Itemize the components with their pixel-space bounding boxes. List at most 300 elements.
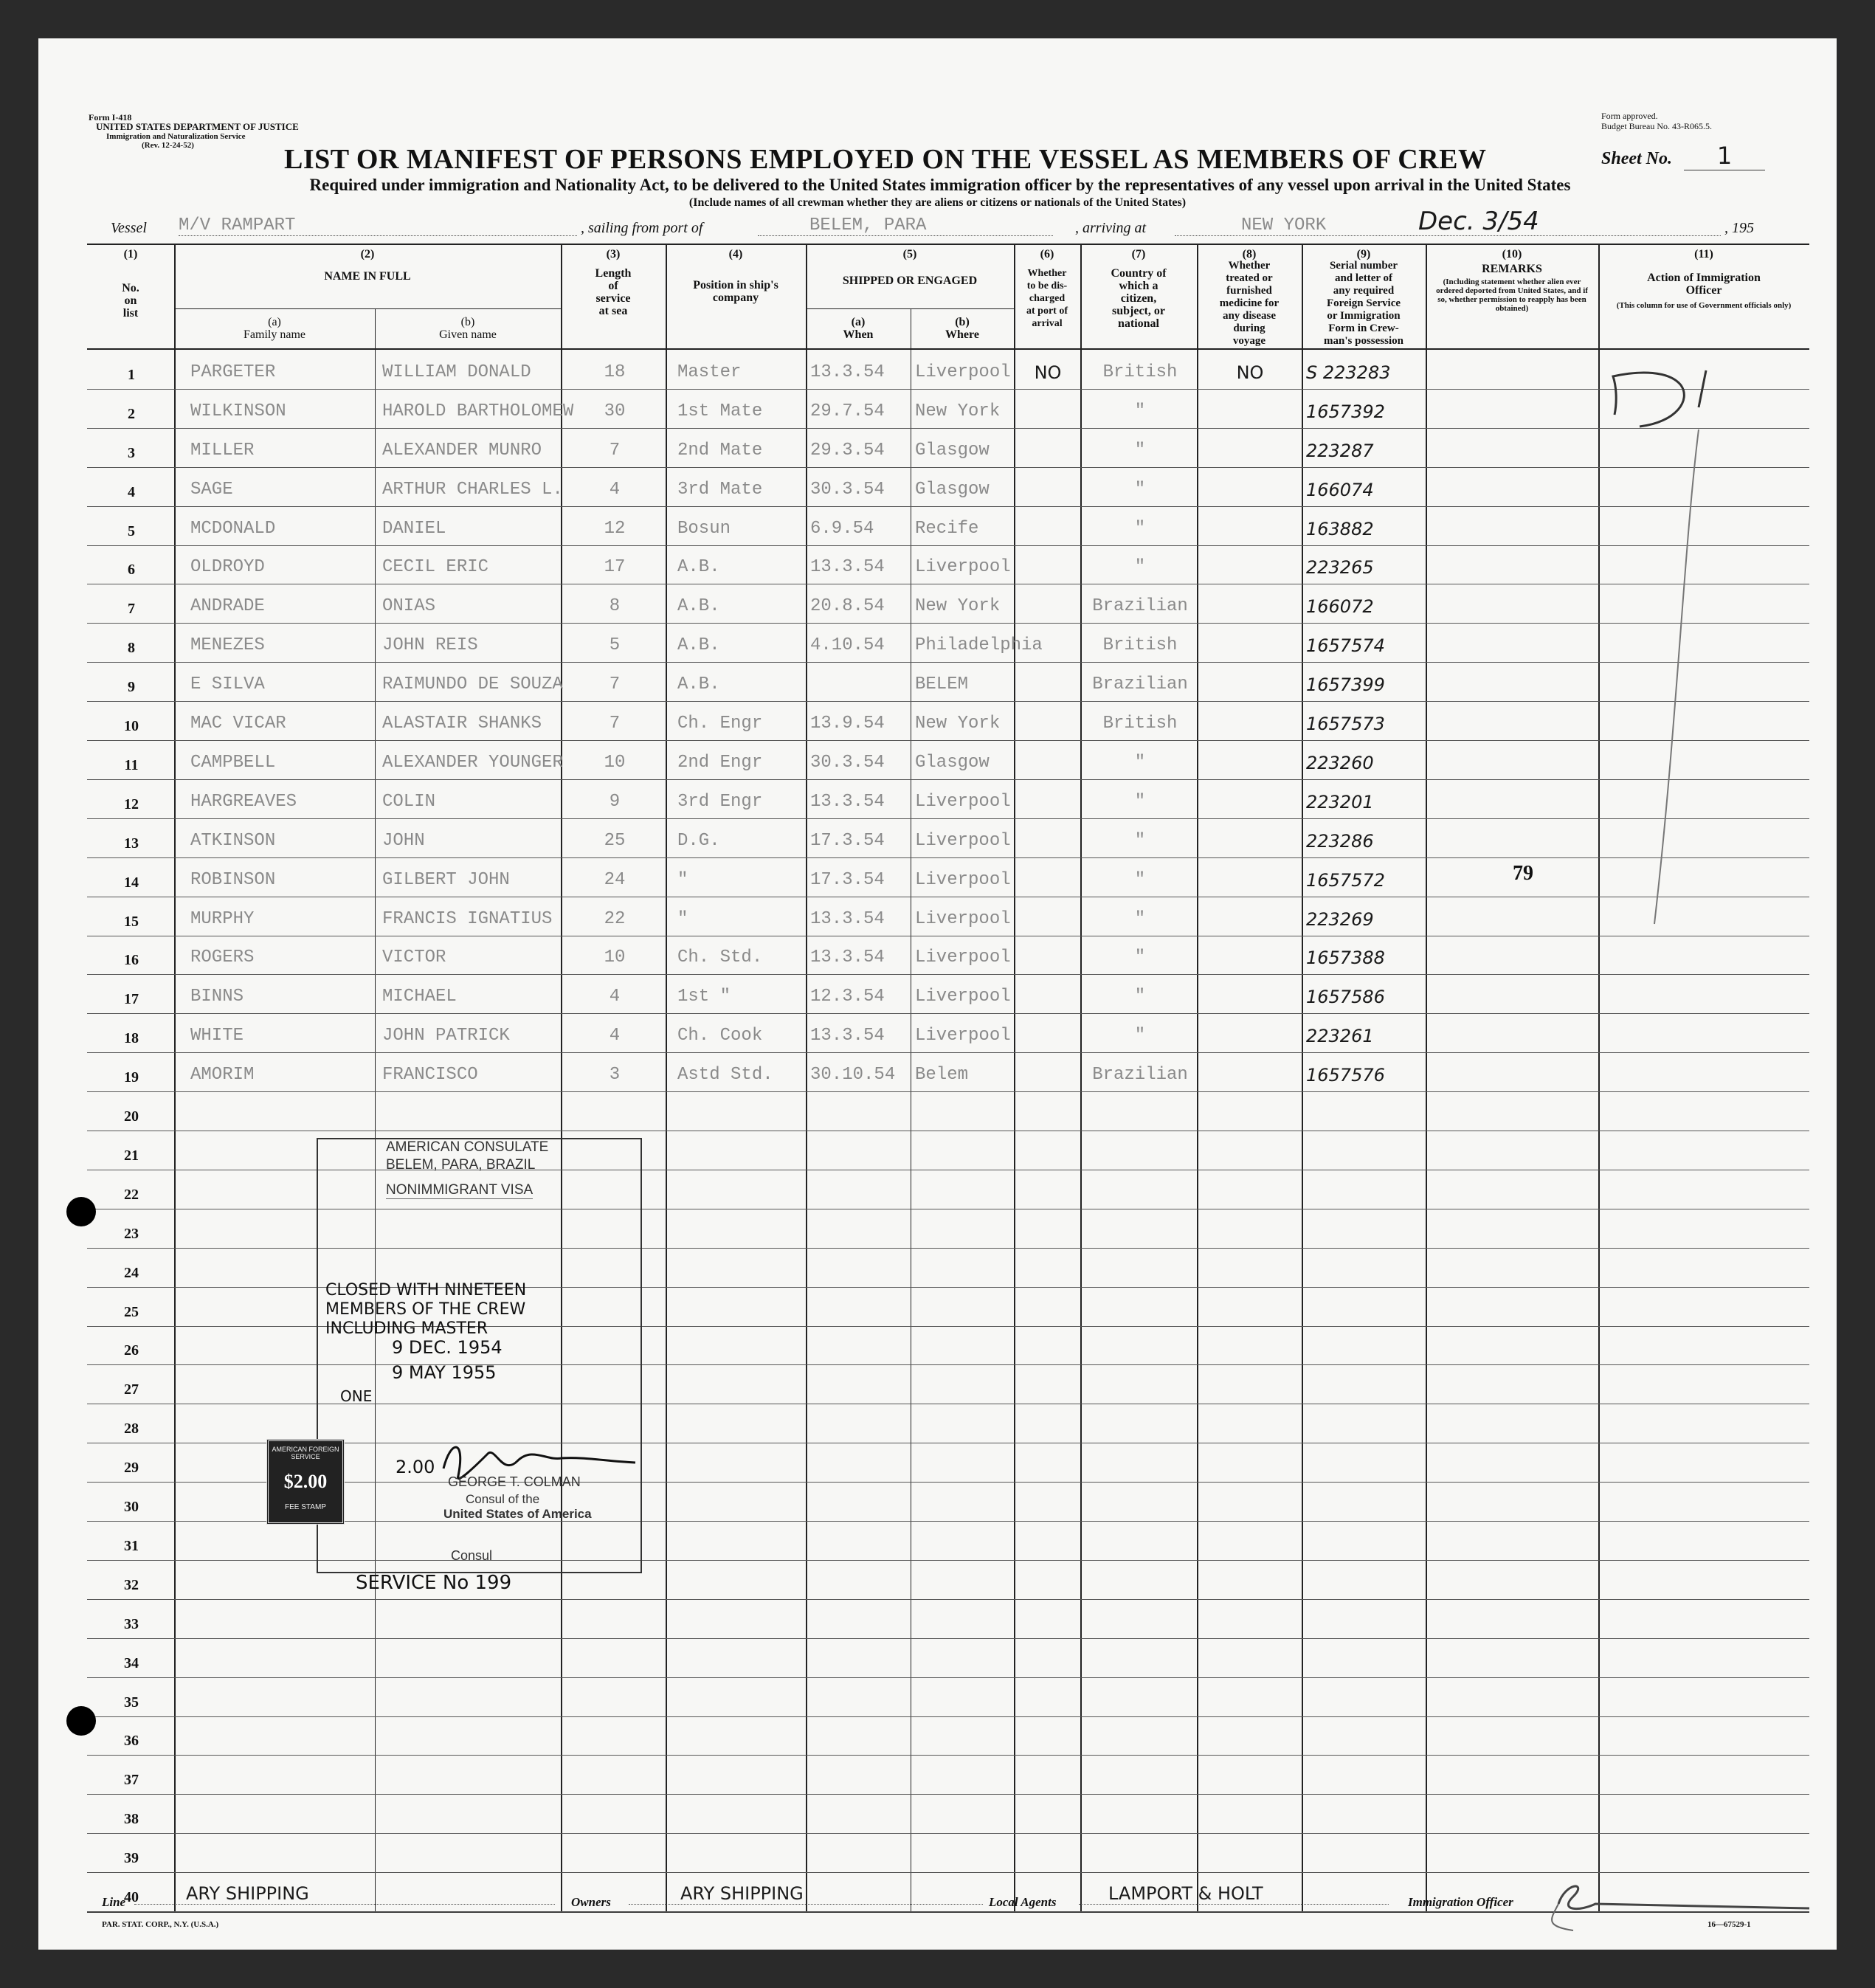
cell-position: A.B.: [677, 557, 720, 578]
row-divider: [87, 506, 1809, 507]
footer-agents-value: LAMPORT & HOLT: [1079, 1883, 1389, 1905]
cell-given: COLIN: [382, 791, 436, 812]
cell-family: MAC VICAR: [190, 714, 286, 734]
cell-family: CAMPBELL: [190, 752, 276, 773]
stamp-fee: 2.00: [396, 1457, 435, 1477]
fee-stamp: [266, 1439, 345, 1525]
cell-service: 5: [609, 635, 621, 656]
cell-service: 24: [604, 869, 626, 890]
row-number: 40: [124, 1889, 139, 1905]
cell-given: JOHN REIS: [382, 635, 478, 656]
col-family-label: (a) Family name: [244, 316, 305, 341]
cell-serial: 1657392: [1306, 401, 1385, 422]
cell-family: WHITE: [190, 1026, 244, 1046]
form-subtitle-note: (Include names of all crewman whether they are aliens or citizens or nationals of the United States): [688, 196, 1187, 209]
cell-when: 13.3.54: [810, 791, 885, 812]
row-number: 31: [124, 1537, 139, 1554]
cell-given: VICTOR: [382, 948, 446, 968]
stamp-line2: BELEM, PARA, BRAZIL: [386, 1157, 536, 1173]
sheet-label: Sheet No.: [1601, 149, 1672, 168]
cell-given: WILLIAM DONALD: [382, 362, 531, 382]
vessel-name: M/V RAMPART: [179, 215, 577, 236]
col-country-number: (7): [1131, 248, 1146, 260]
manifest-sheet: [38, 38, 1837, 1950]
row-number: 35: [124, 1694, 139, 1711]
row-number: 27: [124, 1381, 139, 1398]
col-shipped-label: SHIPPED OR ENGAGED: [842, 275, 978, 287]
cell-country: ": [1134, 1026, 1146, 1046]
cell-given: ALASTAIR SHANKS: [382, 714, 542, 734]
row-number: 1: [128, 366, 135, 383]
row-divider: [87, 1755, 1809, 1756]
cell-country: British: [1102, 362, 1178, 382]
col-discharged-label: Whether to be dis- charged at port of arrival: [1026, 268, 1068, 329]
row-number: 33: [124, 1615, 139, 1632]
cell-where: Belem: [915, 1065, 969, 1086]
col-discharged-number: (6): [1040, 248, 1054, 260]
crew-table: [87, 244, 1809, 1913]
officer-mark-icon: [1610, 363, 1736, 939]
cell-country: Brazilian: [1092, 596, 1188, 617]
row-divider: [87, 389, 1809, 390]
row-number: 14: [124, 874, 139, 891]
col-action-label: Action of Immigration Officer: [1647, 272, 1761, 297]
remarks-note-79: 79: [1513, 862, 1533, 885]
row-number: 10: [124, 718, 139, 734]
cell-family: ANDRADE: [190, 596, 265, 617]
row-number: 12: [124, 795, 139, 812]
cell-where: Recife: [915, 518, 979, 539]
cell-when: 13.3.54: [810, 948, 885, 968]
col-where-label: (b) Where: [945, 316, 979, 341]
cell-given: JOHN: [382, 830, 425, 851]
cell-where: New York: [915, 401, 1001, 421]
col-position-number: (4): [728, 248, 743, 260]
cell-service: 7: [609, 440, 621, 460]
cell-position: 2nd Mate: [677, 440, 763, 460]
cell-when: 30.3.54: [810, 479, 885, 500]
cell-service: 9: [609, 791, 621, 812]
row-divider: [87, 1794, 1809, 1795]
row-number: 28: [124, 1421, 139, 1437]
consul-label: Consul: [451, 1548, 493, 1563]
cell-given: GILBERT JOHN: [382, 869, 510, 890]
cell-serial: 166072: [1306, 596, 1374, 618]
cell-when: 13.3.54: [810, 557, 885, 578]
cell-when: 20.8.54: [810, 596, 885, 617]
cell-position: A.B.: [677, 674, 720, 695]
row-divider: [87, 467, 1809, 468]
cell-country: ": [1134, 791, 1146, 812]
cell-when: 6.9.54: [810, 518, 874, 539]
cell-country: ": [1134, 440, 1146, 460]
service-name: Immigration and Naturalization Service: [106, 132, 246, 141]
row-number: 32: [124, 1576, 139, 1593]
cell-position: 3rd Mate: [677, 479, 763, 500]
cell-serial: S 223283: [1306, 362, 1391, 383]
budget-bureau: Budget Bureau No. 43-R065.5.: [1601, 121, 1712, 131]
cell-service: 3: [609, 1065, 621, 1086]
col-name-label: NAME IN FULL: [324, 270, 411, 283]
sailing-port: BELEM, PARA: [758, 215, 1053, 236]
cell-when: 30.3.54: [810, 752, 885, 773]
cell-service: 25: [604, 830, 626, 851]
consulate-stamp: [272, 1138, 642, 1573]
row-divider: [87, 1013, 1809, 1014]
cell-when: 12.3.54: [810, 987, 885, 1007]
stamp-closed-2: MEMBERS OF THE CREW: [325, 1300, 526, 1319]
cell-serial: 223201: [1306, 791, 1374, 812]
row-divider: [87, 701, 1809, 702]
cell-country: ": [1134, 987, 1146, 1007]
cell-when: 29.3.54: [810, 440, 885, 460]
row-number: 16: [124, 952, 139, 969]
cell-where: Liverpool: [915, 1026, 1011, 1046]
cell-serial: 166074: [1306, 479, 1374, 500]
cell-service: 10: [604, 752, 626, 773]
cell-given: ARTHUR CHARLES L.: [382, 479, 563, 500]
row-number: 7: [128, 601, 135, 618]
row-number: 36: [124, 1733, 139, 1750]
row-divider: [87, 1872, 1809, 1873]
col-shipped-number: (5): [902, 248, 917, 260]
stamp-issued-date: 9 DEC. 1954: [392, 1337, 503, 1358]
cell-where: Glasgow: [915, 752, 990, 773]
cell-when: 13.3.54: [810, 362, 885, 382]
cell-serial: 1657388: [1306, 948, 1385, 969]
row-number: 22: [124, 1186, 139, 1203]
cell-serial: 1657576: [1306, 1065, 1385, 1086]
cell-position: 3rd Engr: [677, 791, 763, 812]
cell-when: 17.3.54: [810, 830, 885, 851]
row-divider: [87, 428, 1809, 429]
cell-given: MICHAEL: [382, 987, 457, 1007]
col-when-label: (a) When: [843, 316, 874, 341]
cell-service: 7: [609, 674, 621, 695]
row-number: 34: [124, 1654, 139, 1671]
row-number: 38: [124, 1811, 139, 1828]
cell-family: PARGETER: [190, 362, 276, 382]
col-medicine-number: (8): [1242, 248, 1257, 260]
revision: (Rev. 12-24-52): [142, 141, 194, 150]
cell-where: Glasgow: [915, 440, 990, 460]
col-name-number: (2): [360, 248, 375, 260]
col-remarks-label: REMARKS: [1482, 263, 1542, 275]
row-number: 20: [124, 1108, 139, 1125]
printer-note: PAR. STAT. CORP., N.Y. (U.S.A.): [102, 1920, 219, 1929]
col-service-label: Length of service at sea: [595, 267, 632, 317]
row-number: 29: [124, 1460, 139, 1477]
form-subtitle: Required under immigration and Nationality Act, to be delivered to the United States immigration officer by the representatives of any vessel upon arrival in the United States: [309, 176, 1571, 194]
cell-country: ": [1134, 948, 1146, 968]
cell-family: HARGREAVES: [190, 791, 297, 812]
cell-serial: 223260: [1306, 752, 1374, 773]
stamp-line1: AMERICAN CONSULATE: [386, 1139, 549, 1155]
cell-family: ATKINSON: [190, 830, 276, 851]
row-number: 37: [124, 1772, 139, 1789]
cell-serial: 1657572: [1306, 869, 1385, 891]
cell-serial: 1657586: [1306, 987, 1385, 1008]
cell-serial: 1657574: [1306, 635, 1385, 657]
row-number: 11: [124, 756, 139, 773]
col-no-number: (1): [123, 248, 138, 260]
cell-service: 22: [604, 908, 626, 929]
col-position-label: Position in ship's company: [693, 279, 778, 304]
cell-given: FRANCISCO: [382, 1065, 478, 1086]
col-remarks-note: (Including statement whether alien ever ordered deported from United States, and if so, whether permission to reapply has been obtained): [1436, 277, 1588, 313]
form-number: Form I-418: [89, 112, 132, 122]
cell-when: 13.9.54: [810, 714, 885, 734]
cell-position: Ch. Engr: [677, 714, 763, 734]
row-number: 4: [128, 483, 135, 500]
service-number: SERVICE No 199: [356, 1572, 512, 1594]
row-divider: [87, 1052, 1809, 1053]
footer-line-value: ARY SHIPPING: [134, 1883, 555, 1905]
cell-family: AMORIM: [190, 1065, 255, 1086]
cell-where: Glasgow: [915, 479, 990, 500]
sheet-number: 1: [1684, 142, 1765, 170]
row-number: 23: [124, 1225, 139, 1242]
col-action-number: (11): [1694, 248, 1713, 260]
cell-position: A.B.: [677, 635, 720, 656]
row-divider: [87, 1677, 1809, 1678]
cell-where: Liverpool: [915, 791, 1011, 812]
cell-family: BINNS: [190, 987, 244, 1007]
punch-hole: [66, 1706, 96, 1736]
footer-officer-label: Immigration Officer: [1408, 1895, 1513, 1909]
year-label: , 195: [1724, 220, 1754, 236]
consul-title: Consul of the: [466, 1492, 540, 1506]
col-remarks-number: (10): [1502, 248, 1522, 260]
cell-country: British: [1102, 714, 1178, 734]
cell-serial: 223287: [1306, 440, 1374, 461]
cell-position: Bosun: [677, 518, 731, 539]
stamp-closed-1: CLOSED WITH NINETEEN: [325, 1281, 527, 1300]
cell-service: 17: [604, 557, 626, 578]
arrival-date: Dec. 3/54: [1418, 207, 1539, 236]
cell-service: 12: [604, 518, 626, 539]
cell-country: Brazilian: [1092, 1065, 1188, 1086]
consul-country: United States of America: [443, 1507, 592, 1521]
cell-family: MCDONALD: [190, 518, 276, 539]
row-number: 17: [124, 991, 139, 1008]
row-divider: [87, 545, 1809, 546]
consul-name: GEORGE T. COLMAN: [448, 1474, 581, 1489]
cell-service: 4: [609, 479, 621, 500]
fee-stamp-value: $2.00: [283, 1471, 328, 1492]
cell-where: Liverpool: [915, 908, 1011, 929]
cell-country: British: [1102, 635, 1178, 656]
row-number: 18: [124, 1030, 139, 1047]
col-country-label: Country of which a citizen, subject, or national: [1111, 267, 1167, 330]
cell-where: New York: [915, 596, 1001, 617]
row-number: 30: [124, 1499, 139, 1515]
stamp-for-count: ONE: [340, 1387, 373, 1405]
cell-position: 2nd Engr: [677, 752, 763, 773]
col-serial-label: Serial number and letter of any required Foreign Service or Immigration Form in Crew- man's possession: [1324, 260, 1403, 347]
cell-serial: 223286: [1306, 830, 1374, 852]
cell-when: 4.10.54: [810, 635, 885, 656]
cell-service: 4: [609, 987, 621, 1007]
cell-serial: 223269: [1306, 908, 1374, 930]
cell-position: Ch. Cook: [677, 1026, 763, 1046]
cell-where: Liverpool: [915, 987, 1011, 1007]
cell-country: ": [1134, 479, 1146, 500]
punch-hole: [66, 1197, 96, 1226]
row-divider: [87, 1833, 1809, 1834]
row-divider: [87, 1091, 1809, 1092]
cell-country: ": [1134, 752, 1146, 773]
cell-given: CECIL ERIC: [382, 557, 489, 578]
cell-where: Liverpool: [915, 948, 1011, 968]
row-divider: [87, 857, 1809, 858]
row-number: 25: [124, 1303, 139, 1320]
cell-service: 8: [609, 596, 621, 617]
row-divider: [87, 779, 1809, 780]
cell-medicine: NO: [1236, 362, 1264, 383]
cell-family: MILLER: [190, 440, 255, 460]
cell-position: 1st ": [677, 987, 731, 1007]
department-name: UNITED STATES DEPARTMENT OF JUSTICE: [96, 121, 299, 132]
row-divider: [87, 1599, 1809, 1600]
cell-where: Philadelphia: [915, 635, 1043, 656]
cell-position: Astd Std.: [677, 1065, 773, 1086]
fee-stamp-top: AMERICAN FOREIGN SERVICE: [272, 1446, 339, 1460]
row-number: 15: [124, 913, 139, 930]
footer-owners-value: ARY SHIPPING: [629, 1883, 983, 1905]
row-number: 8: [128, 640, 135, 657]
form-approved: Form approved.: [1601, 111, 1658, 121]
row-number: 26: [124, 1342, 139, 1359]
cell-position: A.B.: [677, 596, 720, 617]
cell-service: 30: [604, 401, 626, 421]
stamp-valid-date: 9 MAY 1955: [392, 1362, 497, 1383]
cell-service: 4: [609, 1026, 621, 1046]
cell-given: ALEXANDER MUNRO: [382, 440, 542, 460]
cell-where: Liverpool: [915, 557, 1011, 578]
cell-where: Liverpool: [915, 362, 1011, 382]
cell-family: SAGE: [190, 479, 233, 500]
form-code: 16—67529-1: [1707, 1920, 1751, 1929]
cell-position: Master: [677, 362, 742, 382]
cell-position: ": [677, 908, 688, 929]
cell-when: 13.3.54: [810, 1026, 885, 1046]
cell-given: RAIMUNDO DE SOUZA: [382, 674, 563, 695]
cell-given: DANIEL: [382, 518, 446, 539]
arriving-label: , arriving at: [1075, 220, 1147, 236]
cell-family: OLDROYD: [190, 557, 265, 578]
row-number: 6: [128, 562, 135, 579]
cell-serial: 223265: [1306, 557, 1374, 579]
cell-when: 30.10.54: [810, 1065, 896, 1086]
officer-signature-icon: [1544, 1874, 1824, 1933]
fee-stamp-bottom: FEE STAMP: [285, 1503, 326, 1511]
cell-when: 13.3.54: [810, 908, 885, 929]
col-given-label: (b) Given name: [439, 316, 497, 341]
cell-service: 18: [604, 362, 626, 382]
cell-given: ALEXANDER YOUNGER: [382, 752, 563, 773]
row-number: 3: [128, 444, 135, 461]
cell-when: 29.7.54: [810, 401, 885, 421]
row-divider: [87, 818, 1809, 819]
col-serial-number: (9): [1356, 248, 1371, 260]
cell-serial: 1657399: [1306, 674, 1385, 696]
cell-position: D.G.: [677, 830, 720, 851]
table-body: [87, 350, 1809, 1911]
row-divider: [87, 662, 1809, 663]
footer-line-label: Line: [102, 1895, 126, 1909]
cell-country: ": [1134, 518, 1146, 539]
form-title: LIST OR MANIFEST OF PERSONS EMPLOYED ON THE VESSEL AS MEMBERS OF CREW: [284, 144, 1487, 175]
row-divider: [87, 974, 1809, 975]
cell-given: FRANCIS IGNATIUS: [382, 908, 553, 929]
cell-position: ": [677, 869, 688, 890]
stamp-line3: NONIMMIGRANT VISA: [386, 1182, 534, 1198]
cell-family: WILKINSON: [190, 401, 286, 421]
cell-position: Ch. Std.: [677, 948, 763, 968]
cell-country: ": [1134, 869, 1146, 890]
cell-where: New York: [915, 714, 1001, 734]
cell-service: 10: [604, 948, 626, 968]
footer-owners-label: Owners: [571, 1895, 611, 1909]
cell-where: Liverpool: [915, 830, 1011, 851]
cell-family: MENEZES: [190, 635, 265, 656]
cell-where: BELEM: [915, 674, 969, 695]
cell-serial: 163882: [1306, 518, 1374, 539]
cell-given: HAROLD BARTHOLOMEW: [382, 401, 574, 421]
cell-where: Liverpool: [915, 869, 1011, 890]
cell-family: ROBINSON: [190, 869, 276, 890]
cell-family: ROGERS: [190, 948, 255, 968]
footer-agents-label: Local Agents: [989, 1895, 1057, 1909]
cell-country: ": [1134, 557, 1146, 578]
cell-country: ": [1134, 830, 1146, 851]
row-number: 13: [124, 835, 139, 852]
sailing-label: , sailing from port of: [581, 220, 703, 236]
cell-family: MURPHY: [190, 908, 255, 929]
row-number: 5: [128, 522, 135, 539]
cell-country: ": [1134, 908, 1146, 929]
col-no-label: No. on list: [122, 282, 139, 320]
row-number: 39: [124, 1850, 139, 1867]
cell-country: Brazilian: [1092, 674, 1188, 695]
row-number: 19: [124, 1069, 139, 1086]
stamp-closed-3: INCLUDING MASTER: [325, 1319, 488, 1338]
cell-position: 1st Mate: [677, 401, 763, 421]
cell-family: E SILVA: [190, 674, 265, 695]
vessel-label: Vessel: [111, 220, 147, 236]
row-divider: [87, 1638, 1809, 1639]
cell-serial: 223261: [1306, 1026, 1374, 1047]
cell-given: JOHN PATRICK: [382, 1026, 510, 1046]
row-divider: [87, 1716, 1809, 1717]
row-number: 21: [124, 1147, 139, 1164]
cell-discharged: NO: [1034, 362, 1062, 383]
cell-serial: 1657573: [1306, 714, 1385, 734]
cell-when: 17.3.54: [810, 869, 885, 890]
cell-given: ONIAS: [382, 596, 436, 617]
row-number: 2: [128, 405, 135, 422]
row-divider: [87, 623, 1809, 624]
row-number: 24: [124, 1264, 139, 1281]
cell-service: 7: [609, 714, 621, 734]
row-number: 9: [128, 679, 135, 696]
col-service-number: (3): [606, 248, 621, 260]
cell-country: ": [1134, 401, 1146, 421]
col-medicine-label: Whether treated or furnished medicine for any disease during voyage: [1219, 260, 1280, 347]
col-action-note: (This column for use of Government officials only): [1616, 301, 1792, 310]
arriving-port: NEW YORK: [1175, 215, 1721, 236]
